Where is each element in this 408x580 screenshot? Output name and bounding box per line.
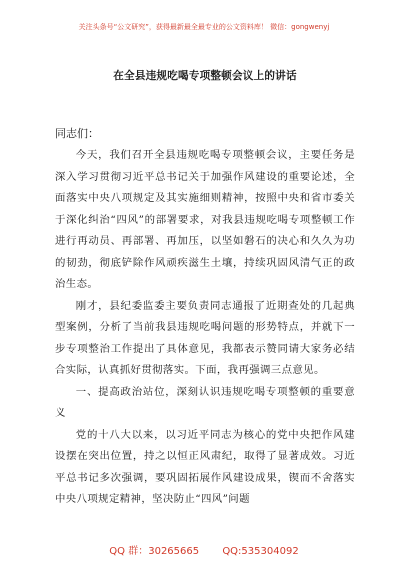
- salutation: 同志们：: [55, 127, 99, 140]
- paragraph: 刚才，县纪委监委主要负责同志通报了近期查处的几起典型案例，分析了当前我县违规吃喝问题的形势特点，并就下一步专项整治工作提出了具体意见，我都表示赞同请大家务必结合实际，认真抓好贯彻落实。下面，我再强调三点意见。: [55, 299, 355, 376]
- qq-text: QQ:535304092: [222, 546, 299, 557]
- paragraph: 党的十八大以来，以习近平同志为核心的党中央把作风建设摆在突出位置，持之以恒正风肃纪，取得了显著成效。习近平总书记多次强调，要巩固拓展作风建设成果，锲而不舍落实中央八项规定精神，坚决防止“四风”问题: [55, 428, 355, 505]
- document-page: [55, 60, 355, 511]
- qq-group-text: QQ 群：30265665: [109, 546, 200, 557]
- section-heading: 一、提高政治站位，深刻认识违规吃喝专项整顿的重要意义: [55, 385, 355, 419]
- paragraph: 今天，我们召开全县违规吃喝专项整顿会议，主要任务是深入学习贯彻习近平总书记关于加强作风建设的重要论述，全面落实中央八项规定及其实施细则精神，按照中央和省市委关于深化纠治“四风”的部署要求，对我县违规吃喝专项整顿工作进行再动员、再部署、再加压，以坚如磐石的决心和久久为功的韧劲，彻底铲除作风顽疾滋生土壤，持续巩固风清气正的政治生态。: [55, 149, 355, 290]
- document-title: 在全县违规吃喝专项整顿会议上的讲话: [113, 70, 297, 82]
- footer-contact: [0, 542, 408, 557]
- top-banner: 关注头条号“公文研究”，获得最新最全最专业的公文资料库！ 微信：gongwenyj: [78, 23, 330, 31]
